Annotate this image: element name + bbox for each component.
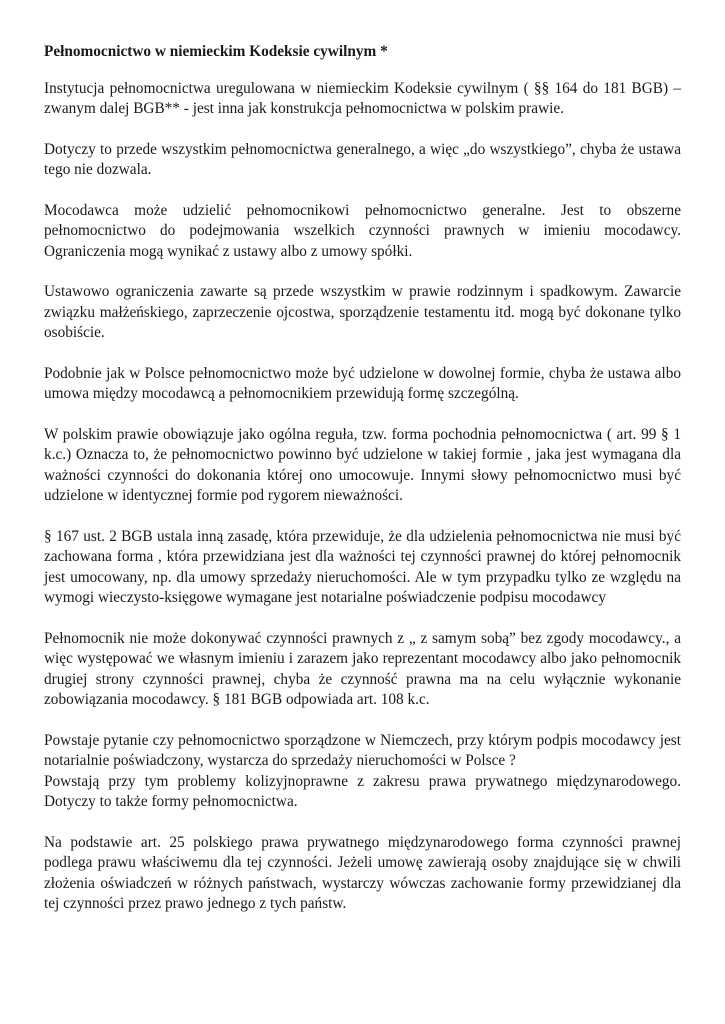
document-title: Pełnomocnictwo w niemieckim Kodeksie cywilnym *: [44, 43, 388, 60]
paragraph-4: Ustawowo ograniczenia zawarte są przede wszystkim w prawie rodzinnym i spadkowym. Zawarcie związku małżeńskiego, zaprzeczenie ojcostwa, sporządzenie testamentu itd. mogą być dokonane tylko osobiście.: [44, 283, 681, 341]
paragraph-2: Dotyczy to przede wszystkim pełnomocnictwa generalnego, a więc „do wszystkiego”, chyba że ustawa tego nie dozwala.: [44, 140, 681, 178]
paragraph-3: Mocodawca może udzielić pełnomocnikowi pełnomocnictwo generalne. Jest to obszerne pełnomocnictwo do podejmowania wszelkich czynności prawnych w imieniu mocodawcy. Ograniczenia mogą wynikać z ustawy albo z umowy spółki.: [44, 201, 681, 260]
document-page: [44, 42, 681, 935]
paragraph-9: Powstaje pytanie czy pełnomocnictwo sporządzone w Niemczech, przy którym podpis mocodawcy jest notarialnie poświadczony, wystarcza do sprzedaży nieruchomości w Polsce ?: [44, 731, 681, 769]
paragraph-10: Powstają przy tym problemy kolizyjnoprawne z zakresu prawa prywatnego międzynarodowego. Dotyczy to także formy pełnomocnictwa.: [44, 772, 681, 810]
paragraph-1: Instytucja pełnomocnictwa uregulowana w niemieckim Kodeksie cywilnym ( §§ 164 do 181 BGB) – zwanym dalej BGB** - jest inna jak konstrukcja pełnomocnictwa w polskim prawie.: [44, 79, 681, 117]
paragraph-6: W polskim prawie obowiązuje jako ogólna reguła, tzw. forma pochodnia pełnomocnictwa ( art. 99 § 1 k.c.) Oznacza to, że pełnomocnictwo powinno być udzielone w takiej formie , jaka jest wymagana dla ważności czynności do dokonania której ono umocowuje. Innymi słowy pełnomocnictwo musi być udzielone w identycznej formie pod rygorem nieważności.: [44, 425, 681, 504]
paragraph-7: § 167 ust. 2 BGB ustala inną zasadę, która przewiduje, że dla udzielenia pełnomocnictwa nie musi być zachowana forma , która przewidziana jest dla ważności tej czynności prawnej do której pełnomocnik jest umocowany, np. dla umowy sprzedaży nieruchomości. Ale w tym przypadku tylko ze względu na wymogi wieczysto-księgowe wymagane jest notarialne poświadczenie podpisu mocodawcy: [44, 527, 681, 606]
paragraph-5: Podobnie jak w Polsce pełnomocnictwo może być udzielone w dowolnej formie, chyba że ustawa albo umowa między mocodawcą a pełnomocnikiem przewidują formę szczególną.: [44, 364, 681, 402]
paragraph-8: Pełnomocnik nie może dokonywać czynności prawnych z „ z samym sobą” bez zgody mocodawcy., a więc występować we własnym imieniu i zarazem jako reprezentant mocodawcy albo jako pełnomocnik drugiej strony czynności prawnej, chyba że czynność prawna ma na celu wyłącznie wykonanie zobowiązania mocodawcy. § 181 BGB odpowiada art. 108 k.c.: [44, 629, 681, 708]
paragraph-11: Na podstawie art. 25 polskiego prawa prywatnego międzynarodowego forma czynności prawnej podlega prawu właściwemu dla tej czynności. Jeżeli umowę zawierają osoby znajdujące się w chwili złożenia oświadczeń w różnych państwach, wystarczy wówczas zachowanie formy przewidzianej dla tej czynności przez prawo jednego z tych państw.: [44, 833, 681, 912]
